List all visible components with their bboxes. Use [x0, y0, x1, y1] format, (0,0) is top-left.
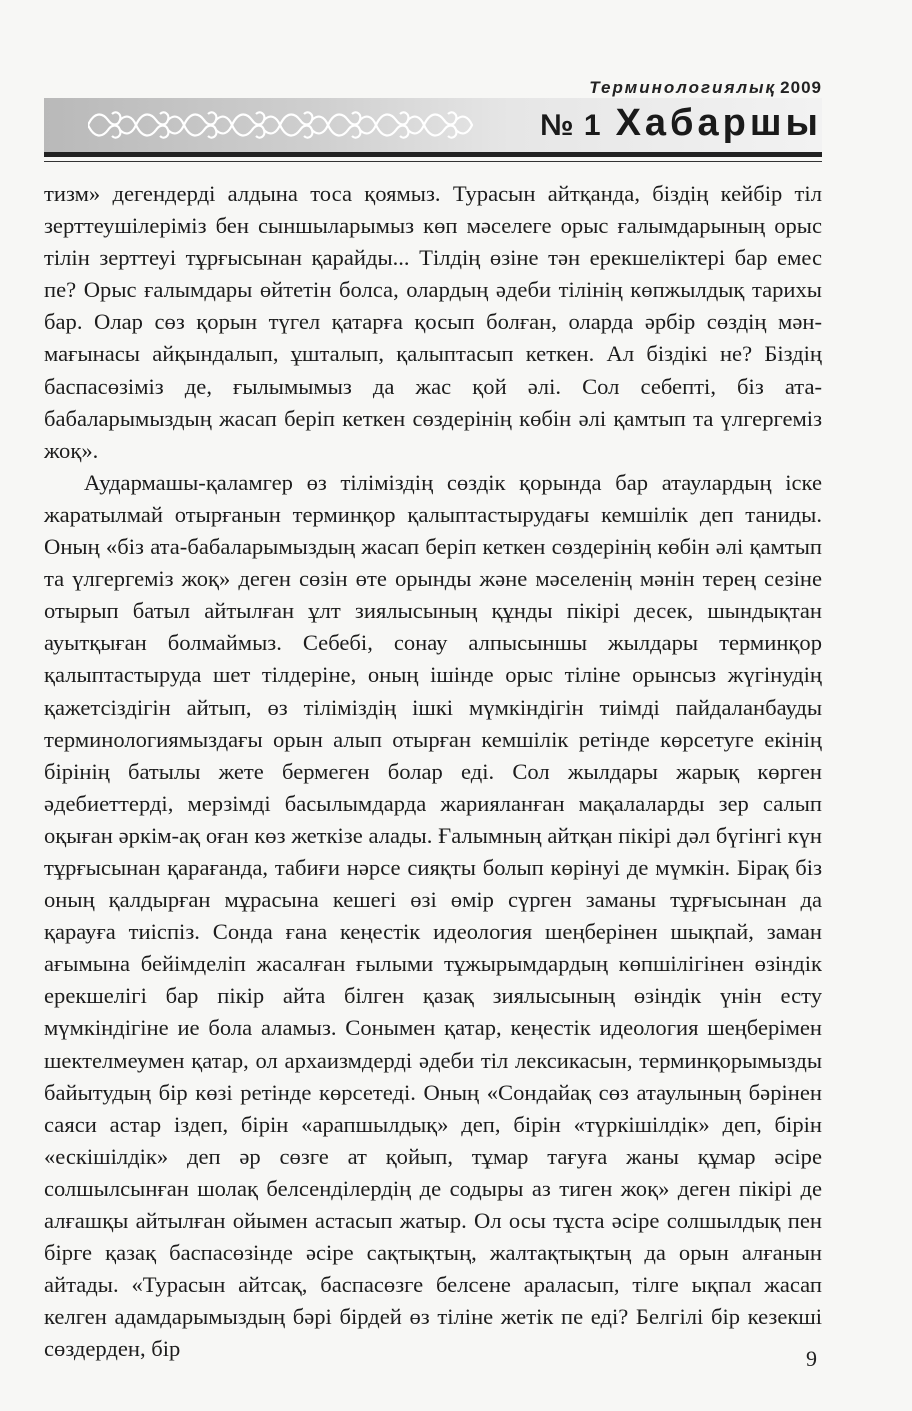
page-number: 9: [806, 1346, 817, 1371]
journal-year: 2009: [780, 78, 822, 97]
article-body: [44, 178, 822, 1365]
issue-number: № 1: [540, 109, 602, 142]
header-band: [44, 98, 822, 152]
paragraph-1: тизм» дегендерді алдына тоса қоямыз. Турасын айтқанда, біздің кейбір тіл зерттеушілеріміз бен сыншыларымыз көп мәселеге орыс ғалымдарының орыс тілін зерттеуі тұрғысынан қарайды... Тілдің өзіне тән ерекшеліктері бар емес пе? Орыс ғалымдары өйтетін болса, олардың әдеби тілінің көпжылдық тарихы бар. Олар сөз қорын түгел қатарға қосып болған, оларда әрбір сөздің мән-мағынасы айқындалып, ұшталып, қалыптасып кеткен. Ал біздікі не? Біздің баспасөзіміз де, ғылымымыз да жас қой әлі. Сол себепті, біз ата-бабаларымыздың жасап беріп кеткен сөздерінің көбін әлі қамтып та үлгергеміз жоқ».: [44, 181, 822, 463]
journal-title: Хабаршы: [615, 102, 822, 144]
issue-heading: [540, 102, 822, 145]
ornament-pattern-icon: [88, 106, 478, 144]
paragraph-2: Аудармашы-қаламгер өз тіліміздің сөздік қорында бар атаулардың іске жаратылмай отырғанын терминқор қалыптастырудағы кемшілік деп таниды. Оның «біз ата-бабаларымыздың жасап беріп кеткен сөздерінің көбін әлі қамтып та үлгергеміз жоқ» деген сөзін өте орынды және мәселенің мәнін терең сезіне отырып батыл айтылған ұлт зиялысының құнды пікірі десек, шындықтан ауытқыған болмаймыз. Себебі, сонау алпысыншы жылдары терминқор қалыптастыруда шет тілдеріне, оның ішінде орыс тіліне орынсыз жүгінудің қажетсіздігін айтып, өз тіліміздің ішкі мүмкіндігін тиімді пайдаланбауды терминологиямыздағы орын алып отырған кемшілік ретінде көрсетуге екінің бірінің батылы жете бермеген болар еді. Сол жылдары жарық көрген әдебиеттерді, мерзімді басылымдарда жарияланған мақалаларды зер салып оқыған әркім-ақ оған көз жеткізе алады. Ғалымның айтқан пікірі дәл бүгінгі күн тұрғысынан қарағанда, табиғи нәрсе сияқты болып көрінуі де мүмкін. Бірақ біз оның қалдырған мұрасына кешегі өзі өмір сүрген заманы тұрғысынан да қарауға тиіспіз. Сонда ғана кеңестік идеология шеңберінен шықпай, заман ағымына бейімделіп жасалған ғылыми тұжырымдардың көпшілігінен өзіндік ерекшелігі бар пікір айта білген қазақ зиялысының өзіндік үнін есту мүмкіндігіне ие бола аламыз. Сонымен қатар, кеңестік идеология шеңберімен шектелмеумен қатар, ол архаизмдерді әдеби тіл лексикасын, терминқорымызды байытудың бір көзі ретінде көрсетеді. Оның «Сондайақ сөз атаулының бәрінен саяси астар іздеп, бірін «арапшылдық» деп, бірін «түркішілдік» деп, бірін «ескішілдік» деп әр сөзге ат қойып, тұмар тағуға жаны құмар әсіре солшылсынған шолақ белсенділердің де содыры аз тиген жоқ» деген пікірі де алғашқы айтылған ойымен астасып жатыр. Ол осы тұста әсіре солшылдық пен бірге қазақ баспасөзінде әсіре сақтықтың, жалтақтықтың да орын алғанын айтады. «Турасын айтсақ, баспасөзге белсене араласып, тілге ықпал жасап келген адамдарымыздың бәрі бірдей өз тіліне жетік пе еді? Белгілі бір кезекші сөздерден, бір: [44, 469, 822, 1362]
header-rule-thick: [44, 152, 822, 157]
journal-name: Терминологиялық: [589, 78, 777, 97]
journal-header: [589, 78, 822, 98]
header-rule-thin: [44, 161, 822, 162]
